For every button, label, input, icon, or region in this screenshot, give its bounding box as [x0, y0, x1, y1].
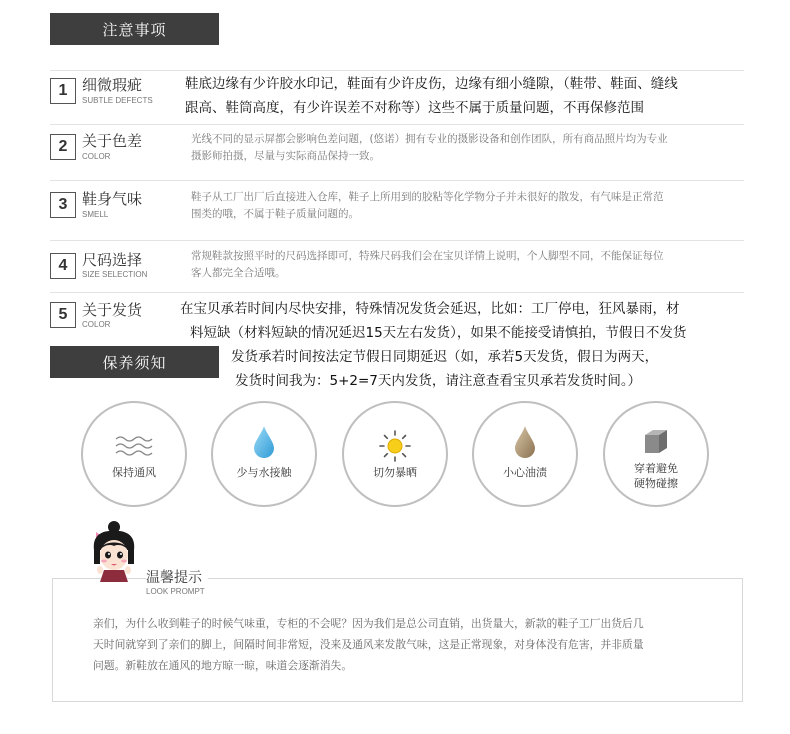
item-title: 关于发货: [82, 301, 143, 319]
item-title: 尺码选择: [82, 251, 143, 269]
item-number: 1: [50, 78, 76, 104]
wave-icon: [83, 429, 185, 463]
care-item-label: 保持通风: [112, 466, 156, 479]
description-line: 发货承若时间按法定节假日同期延迟（如，承若5天发货，假日为两天，: [231, 349, 659, 365]
description-line: 摄影师拍摄，尽量与实际商品保持一致。: [191, 150, 380, 162]
care-item-label-line: 穿着避免: [634, 462, 678, 475]
cartoon-girl-avatar: [84, 520, 144, 582]
divider: [50, 70, 744, 71]
item-subtitle: SUBTLE DEFECTS: [82, 96, 153, 105]
cube-icon: [605, 425, 707, 459]
description-line: 围类的哦，不属于鞋子质量问题的。: [191, 208, 359, 220]
divider: [50, 292, 744, 293]
item-number: 2: [50, 134, 76, 160]
item-description: [185, 72, 678, 120]
care-item-label: 小心油渍: [503, 466, 547, 479]
description-line: 光线不同的显示屏都会影响色差问题，(悠诺）拥有专业的摄影设备和创作团队，所有商品照片均为专业: [191, 133, 668, 145]
description-line: 鞋底边缘有少许胶水印记，鞋面有少许皮伤，边缘有细小缝隙，（鞋带、鞋面、缝线: [185, 76, 678, 92]
tip-line: 问题。新鞋放在通风的地方晾一晾，味道会逐渐消失。: [93, 659, 353, 672]
water-drop-icon: [213, 425, 315, 459]
tip-title: 温馨提示: [146, 567, 208, 587]
item-subtitle: SMELL: [82, 210, 109, 219]
description-line: 发货时间我为：5+2=7天内发货，请注意查看宝贝承若发货时间。）: [235, 373, 642, 389]
sun-icon: [344, 429, 446, 463]
tip-text: [93, 613, 723, 676]
item-subtitle: SIZE SELECTION: [82, 270, 148, 279]
item-title: 细微瑕疵: [82, 76, 143, 94]
item-subtitle: COLOR: [82, 152, 111, 161]
care-item-hard-objects: [603, 401, 709, 507]
description-line: 常规鞋款按照平时的尺码选择即可，特殊尺码我们会在宝贝详情上说明，个人脚型不同，不能保证每位: [191, 250, 664, 262]
item-subtitle: COLOR: [82, 320, 111, 329]
care-item-label: [611, 461, 701, 491]
item-number: 3: [50, 192, 76, 218]
care-item-label: 少与水接触: [236, 466, 292, 479]
description-line: 跟高、鞋筒高度，有少许误差不对称等）这些不属于质量问题，不再保修范围: [185, 100, 644, 116]
divider: [50, 240, 744, 241]
item-description: [191, 248, 751, 282]
care-item-water: [211, 401, 317, 507]
care-item-oil: [472, 401, 578, 507]
description-line: 料短缺（材料短缺的情况延迟15天左右发货），如果不能接受请慎拍，节假日不发货: [190, 325, 687, 341]
tip-line: 亲们，为什么收到鞋子的时候气味重，专柜的不会呢？因为我们是总公司直销，出货量大，新款的鞋子工厂出货后几: [93, 617, 644, 630]
care-item-ventilation: [81, 401, 187, 507]
description-line: 鞋子从工厂出厂后直接进入仓库，鞋子上所用到的胶粘等化学物分子并未很好的散发，有气味是正常范: [191, 191, 664, 203]
description-line: 在宝贝承若时间内尽快安排，特殊情况发货会延迟，比如：工厂停电，狂风暴雨，材: [180, 301, 680, 317]
item-number: 4: [50, 253, 76, 279]
care-item-label-line: 硬物碰擦: [634, 477, 678, 490]
divider: [50, 180, 744, 181]
notice-section-title: 注意事项: [50, 13, 219, 45]
care-item-sun: [342, 401, 448, 507]
care-section-title: 保养须知: [50, 346, 219, 378]
item-title: 关于色差: [82, 132, 143, 150]
item-number: 5: [50, 302, 76, 328]
tip-line: 天时间就穿到了亲们的脚上，间隔时间非常短，没来及通风来发散气味，这是正常现象，对身体没有危害，并非质量: [93, 638, 644, 651]
item-description: [180, 297, 760, 393]
divider: [50, 124, 744, 125]
oil-drop-icon: [474, 425, 576, 459]
description-line: 客人都完全合适哦。: [191, 267, 286, 279]
item-title: 鞋身气味: [82, 190, 143, 208]
care-item-label: 切勿暴晒: [373, 466, 417, 479]
item-description: [191, 131, 751, 165]
item-description: [191, 189, 751, 223]
tip-subtitle: LOOK PROMPT: [146, 587, 205, 596]
